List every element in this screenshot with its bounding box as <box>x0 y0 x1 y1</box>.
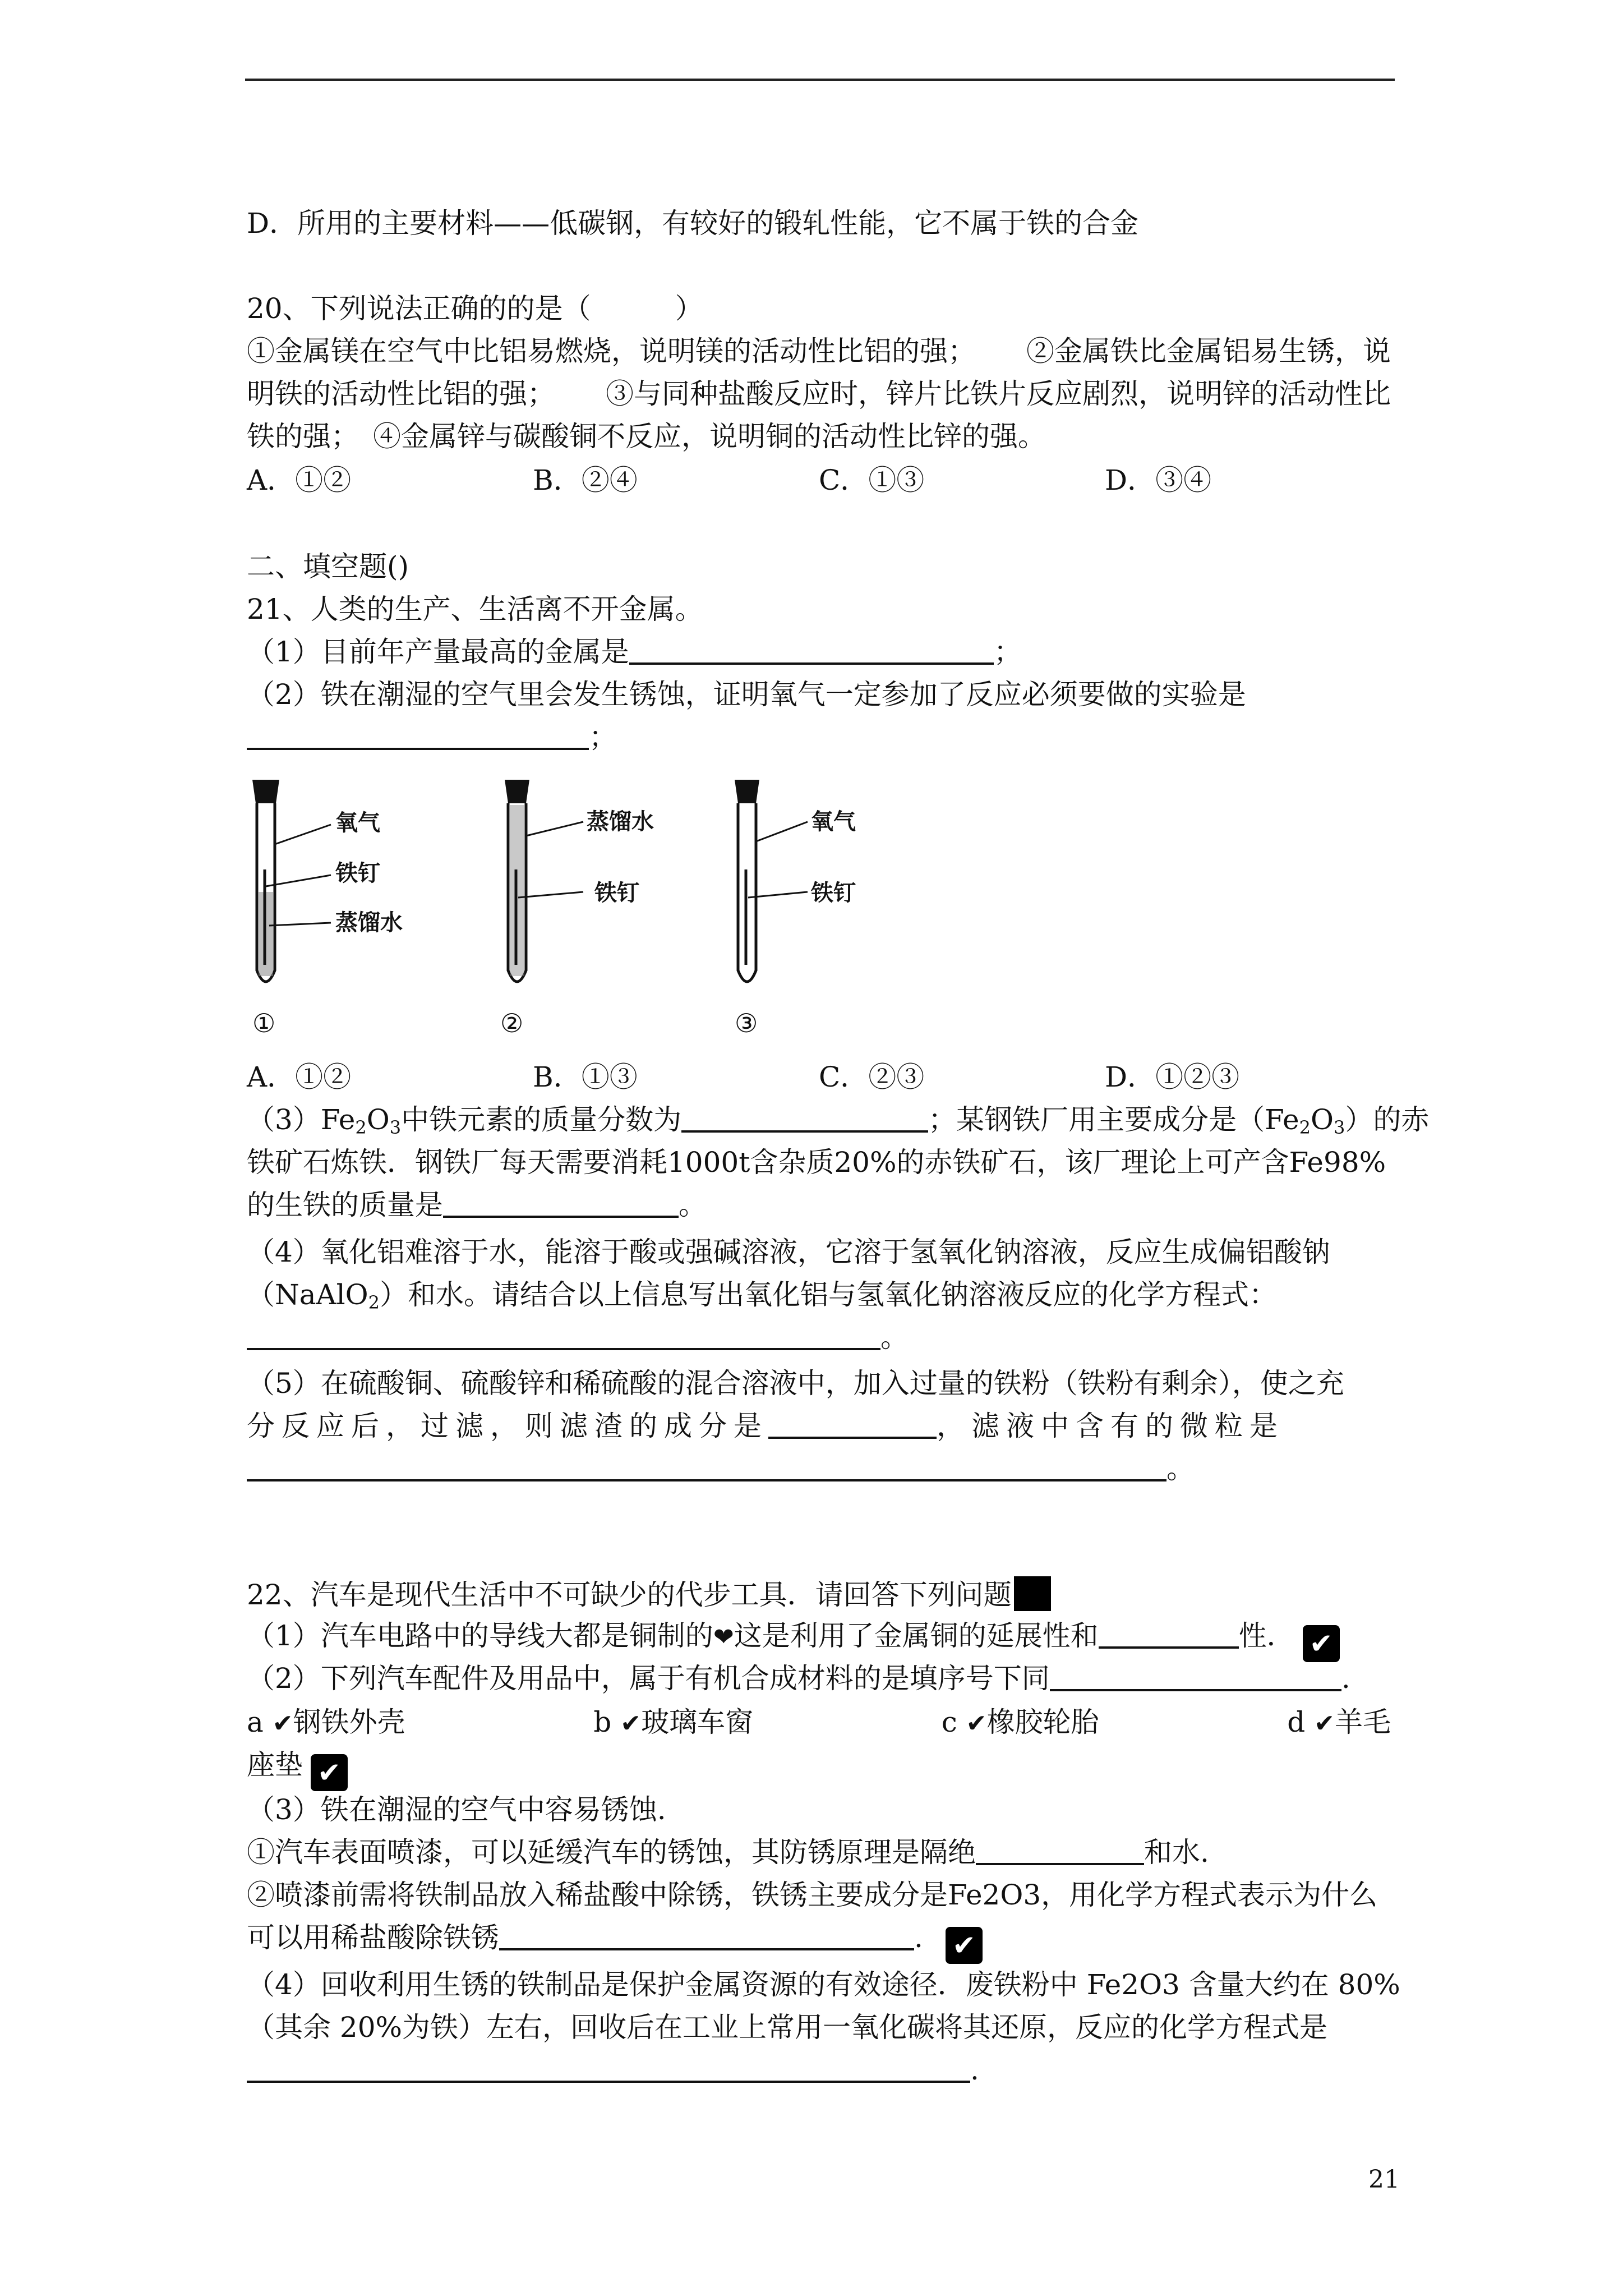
page-number: 21 <box>1368 2165 1400 2194</box>
q21-p1-blank[interactable] <box>629 636 994 665</box>
tube-1-stopper <box>252 780 279 803</box>
section-title: 二、填空题() <box>247 550 409 583</box>
q20-option-a[interactable]: A．①② <box>247 464 352 496</box>
q21-option-d[interactable]: D．①②③ <box>1105 1061 1240 1093</box>
q20-option-b[interactable]: B．②④ <box>533 464 638 496</box>
tube-2-label-nail: 铁钉 <box>594 880 639 906</box>
q21-part4-answer: 。 <box>247 1320 909 1354</box>
tube-3-label-oxygen: 氧气 <box>811 809 856 835</box>
q22-p3-blank1[interactable] <box>976 1836 1144 1865</box>
q21-p5-blank2[interactable] <box>247 1452 1166 1481</box>
q22-part2: （2）下列汽车配件及用品中，属于有机合成材料的是填序号下同 . <box>247 1662 1350 1695</box>
q20-line3: 铁的强； ④金属锌与碳酸铜不反应，说明铜的活动性比锌的强。 <box>247 420 1046 453</box>
q22-item-d[interactable]: d ✔羊毛 <box>1287 1706 1391 1738</box>
q22-part3-1: ①汽车表面喷漆，可以延缓汽车的锈蚀，其防锈原理是隔绝 和水. <box>247 1836 1209 1869</box>
q22-part4-line2: （其余 20%为铁）左右，回收后在工业上常用一氧化碳将其还原，反应的化学方程式是 <box>247 2011 1328 2044</box>
q21-part5-answer: 。 <box>247 1452 1195 1485</box>
q22-part1: （1）汽车电路中的导线大都是铜制的❤这是利用了金属铜的延展性和 性． ✔ <box>247 1619 1340 1662</box>
tube-1 <box>252 780 403 1038</box>
tube-1-label-oxygen: 氧气 <box>335 810 380 836</box>
q20-option-d[interactable]: D．③④ <box>1105 464 1212 496</box>
tube-2-stopper <box>505 780 529 803</box>
q20-option-c[interactable]: C．①③ <box>819 464 925 496</box>
q21-part5-line1: （5）在硫酸铜、硫酸锌和稀硫酸的混合溶液中，加入过量的铁粉（铁粉有剩余），使之充 <box>247 1367 1344 1400</box>
q20-stem: 20、下列说法正确的的是（ ） <box>247 292 703 325</box>
q22-stem: 22、汽车是现代生活中不可缺少的代步工具．请回答下列问题 <box>247 1576 1051 1612</box>
q21-p2-blank[interactable] <box>247 721 589 750</box>
tube-1-number: ① <box>252 1008 276 1038</box>
checkmark-icon: ✔ <box>946 1927 983 1964</box>
test-tube-svg <box>241 763 914 1043</box>
q22-part3-2: ②喷漆前需将铁制品放入稀盐酸中除锈，铁锈主要成分是Fe2O3，用化学方程式表示为什么 <box>247 1879 1378 1911</box>
q21-options <box>247 1060 1391 1094</box>
check-icon: ✔ <box>966 1709 987 1738</box>
q21-part3-line1: $(3)Fe_2O_3$中铁元素的质量分数为 ；某钢铁厂用主要成分是$(Fe_2O_3)$的赤 <box>247 1103 1430 1138</box>
q22-item-b[interactable]: b ✔玻璃车窗 <box>593 1706 754 1738</box>
tube-1-label-nail: 铁钉 <box>335 861 380 886</box>
tube-2 <box>500 780 654 1038</box>
q22-p1-blank[interactable] <box>1099 1619 1239 1649</box>
q21-option-b[interactable]: B．①③ <box>533 1061 638 1093</box>
tube-2-label-water: 蒸馏水 <box>587 809 654 835</box>
q22-p3-blank2[interactable] <box>499 1921 914 1950</box>
q21-p4-blank[interactable] <box>247 1321 880 1350</box>
header-rule <box>245 79 1395 81</box>
q20-line2: 明铁的活动性比铝的强； ③与同种盐酸反应时，锌片比铁片反应剧烈，说明锌的活动性比 <box>247 378 1391 410</box>
q22-item-d-cont: 座垫 ✔ <box>247 1748 348 1791</box>
q21-part5-line2: 分反应后，过滤，则滤渣的成分是 ，滤液中含有的微粒是 <box>247 1410 1284 1442</box>
tube-3-label-nail: 铁钉 <box>811 880 856 906</box>
check-icon: ✔ <box>272 1709 293 1738</box>
test-tube-figure <box>241 763 914 1043</box>
check-icon: ✔ <box>1314 1709 1335 1738</box>
q19-option-d: D．所用的主要材料——低碳钢，有较好的锻轧性能，它不属于铁的合金 <box>247 207 1139 240</box>
q20-line1: ①金属镁在空气中比铝易燃烧，说明镁的活动性比铝的强； ②金属铁比金属铝易生锈，说 <box>247 335 1391 367</box>
q22-item-c[interactable]: c ✔橡胶轮胎 <box>941 1706 1099 1738</box>
q22-item-a[interactable]: a ✔钢铁外壳 <box>247 1706 405 1738</box>
checkmark-icon: ✔ <box>311 1754 348 1791</box>
check-icon: ✔ <box>620 1709 642 1738</box>
redaction-block <box>1014 1576 1051 1611</box>
q22-items <box>247 1705 1391 1741</box>
q21-part2-answer: ； <box>247 720 617 754</box>
q20-options <box>247 463 1391 497</box>
heart-icon: ❤ <box>713 1623 734 1651</box>
tube-3 <box>735 780 856 1038</box>
q21-part3-line3: 的生铁的质量是 。 <box>247 1189 707 1221</box>
q22-part4-answer: . <box>247 2053 979 2087</box>
q21-option-c[interactable]: C．②③ <box>819 1061 925 1093</box>
q21-p5-blank1[interactable] <box>768 1410 937 1439</box>
q21-p3-blank1[interactable] <box>681 1103 928 1133</box>
q21-p3-blank2[interactable] <box>443 1189 679 1218</box>
q21-part4-line1: （4）氧化铝难溶于水，能溶于酸或强碱溶液，它溶于氢氧化钠溶液，反应生成偏铝酸钠 <box>247 1236 1330 1268</box>
q21-part2: （2）铁在潮湿的空气里会发生锈蚀，证明氧气一定参加了反应必须要做的实验是 <box>247 678 1246 711</box>
q21-stem: 21、人类的生产、生活离不开金属。 <box>247 593 703 625</box>
q22-part3: （3）铁在潮湿的空气中容易锈蚀. <box>247 1793 666 1826</box>
q22-p4-blank[interactable] <box>247 2054 970 2083</box>
tube-3-number: ③ <box>735 1008 758 1038</box>
q21-part1: （1）目前年产量最高的金属是 ； <box>247 636 1022 668</box>
q22-part3-2b: 可以用稀盐酸除铁锈 . ✔ <box>247 1921 983 1964</box>
q21-part4-line2: （NaAlO$_2$）和水。请结合以上信息写出氧化铝与氢氧化钠溶液反应的化学方程式： <box>247 1278 1278 1313</box>
tube-1-label-water: 蒸馏水 <box>335 910 403 936</box>
q21-option-a[interactable]: A．①② <box>247 1061 352 1093</box>
q22-p2-blank[interactable] <box>1050 1662 1341 1691</box>
checkmark-icon: ✔ <box>1303 1625 1340 1662</box>
q22-part4-line1: （4）回收利用生锈的铁制品是保护金属资源的有效途径．废铁粉中 Fe2O3 含量大约在 80% <box>247 1968 1400 2001</box>
tube-2-number: ② <box>500 1008 524 1038</box>
tube-3-stopper <box>735 780 759 803</box>
q21-part3-line2: 铁矿石炼铁．钢铁厂每天需要消耗1000t含杂质20%的赤铁矿石，该厂理论上可产含Fe98% <box>247 1146 1386 1179</box>
